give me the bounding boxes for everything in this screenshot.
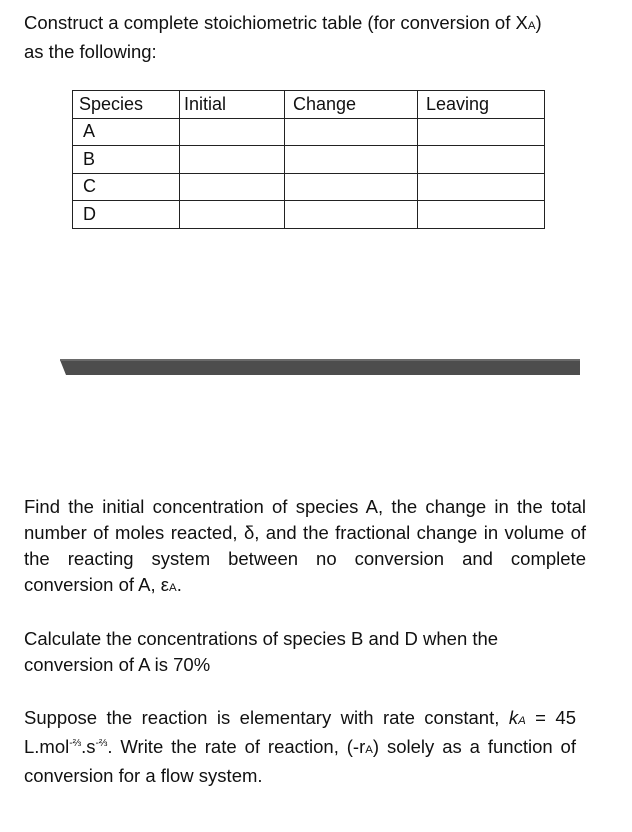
empty-cell <box>180 146 285 174</box>
empty-cell <box>180 118 285 146</box>
header-initial: Initial <box>180 91 285 119</box>
empty-cell <box>285 146 418 174</box>
table-row <box>73 118 545 146</box>
empty-cell <box>285 201 418 229</box>
species-cell: D <box>73 201 180 229</box>
species-cell: A <box>73 118 180 146</box>
table-row <box>73 146 545 174</box>
empty-cell <box>418 201 545 229</box>
stoichiometric-table <box>72 90 545 229</box>
header-change: Change <box>285 91 418 119</box>
question-initial-concentration: Find the initial concentration of species A, the change in the total number of moles reacted, δ, and the fractional change in volume of the reacting system between no conversion and complete conversion of A, εA. <box>24 496 586 595</box>
empty-cell <box>418 146 545 174</box>
empty-cell <box>180 173 285 201</box>
species-cell: C <box>73 173 180 201</box>
empty-cell <box>418 173 545 201</box>
empty-cell <box>418 118 545 146</box>
header-species: Species <box>73 91 180 119</box>
question-stoichiometric-table: Construct a complete stoichiometric table (for conversion of XA) as the following: <box>24 12 542 62</box>
header-leaving: Leaving <box>418 91 545 119</box>
section-divider <box>60 359 580 375</box>
empty-cell <box>285 118 418 146</box>
species-cell: B <box>73 146 180 174</box>
table-header-row <box>73 91 545 119</box>
question-rate-of-reaction: Suppose the reaction is elementary with rate constant, kA = 45 $L.mol^{-\frac{2}{3}}.s^{-\frac{2}{3}}$. Write the rate of reaction, (-rA) solely as a function of conversion for a flow system. <box>24 707 576 786</box>
table-row <box>73 201 545 229</box>
question-concentrations-b-d: Calculate the concentrations of species B and D when the conversion of A is 70% <box>24 628 499 675</box>
empty-cell <box>285 173 418 201</box>
empty-cell <box>180 201 285 229</box>
table-row <box>73 173 545 201</box>
